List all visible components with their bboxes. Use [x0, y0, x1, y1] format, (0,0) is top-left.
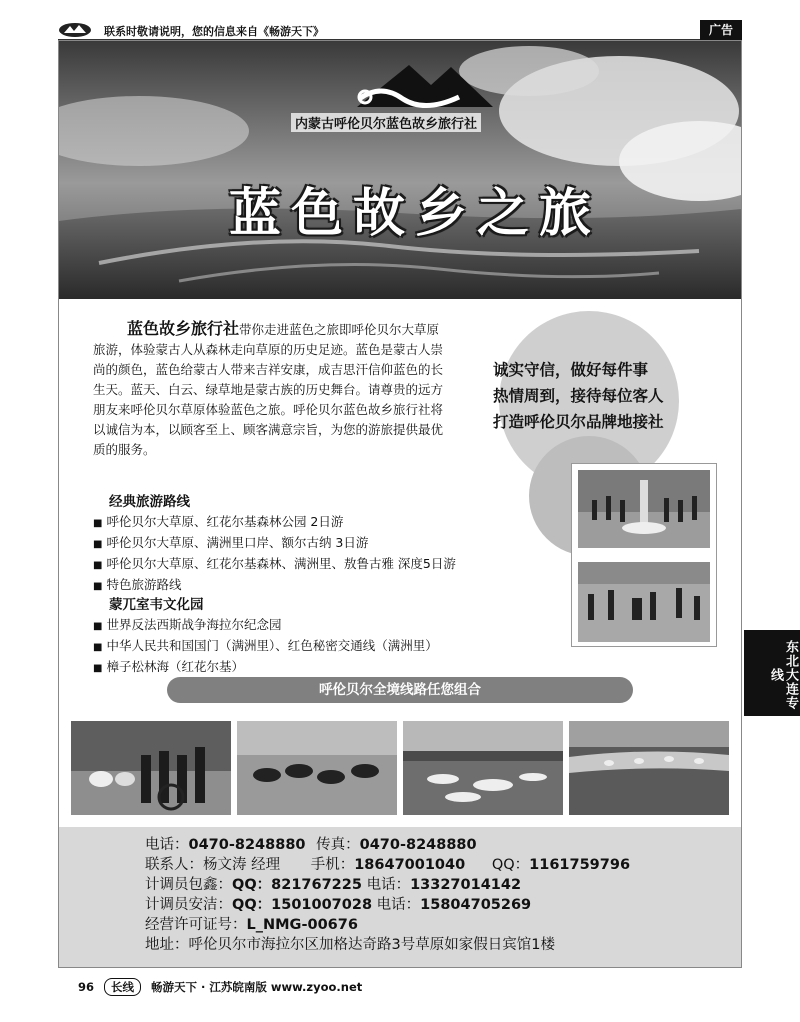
phone-line: [145, 835, 630, 855]
magazine-logo-icon: [58, 22, 92, 38]
operator1-qq[interactable]: QQ：821767225: [232, 877, 362, 893]
slogan-line: 诚实守信，做好每件事: [493, 361, 649, 379]
address-line: [145, 935, 630, 955]
operator2-line: [145, 895, 630, 915]
intro-paragraph: [93, 319, 443, 460]
section-pill: 长线: [104, 978, 141, 996]
address-text: 呼伦贝尔市海拉尔区加格达奇路3号草原如家假日宾馆1楼: [188, 937, 555, 953]
operator1-phone-label: 电话：: [366, 877, 411, 893]
mobile-number[interactable]: 18647001040: [354, 857, 466, 873]
qq-number[interactable]: 1161759796: [529, 857, 631, 873]
intro-lead: 蓝色故乡旅行社: [127, 319, 240, 338]
operator2-phone[interactable]: 15804705269: [420, 897, 532, 913]
phone-label: 电话：: [145, 837, 189, 853]
route-list: [93, 493, 563, 678]
photo-strip: [71, 721, 731, 815]
publication-info: 畅游天下 · 江苏皖南版 www.zyoo.net: [151, 980, 363, 994]
list-item: ■ 呼伦贝尔大草原、满洲里口岸、额尔古纳 3日游: [93, 533, 563, 554]
intro-body: 带你走进蓝色之旅即呼伦贝尔大草原旅游，体验蒙古人从森林走向草原的历史足迹。蓝色是蒙古人崇尚的颜色，蓝色给蒙古人带来吉祥安康，成吉思汗信仰蓝色的长生天。蓝天、白云、绿草地是蒙古族的历史舞台。请尊贵的远方朋友来呼伦贝尔草原体验蓝色之旅。呼伦贝尔蓝色故乡旅行社将以诚信为本，以顾客至上、顾客满意宗旨，为您的游旅提供最优质的服务。: [93, 322, 444, 457]
ad-tag: 广告: [700, 20, 742, 40]
slogans: [493, 357, 664, 435]
hero-banner: [59, 41, 741, 299]
contact-panel: [59, 827, 741, 967]
operator1-line: [145, 875, 630, 895]
naadam-ceremony-photo: [578, 470, 710, 548]
list-item: ■ 呼伦贝尔大草原、红花尔基森林、满洲里、敖鲁古雅 深度5日游: [93, 554, 563, 575]
operator1-label: 计调员包鑫：: [145, 877, 232, 893]
list-item: ■ 樟子松林海（红花尔基）: [93, 657, 563, 678]
address-label: 地址：: [145, 937, 189, 953]
source-notice: 联系时敬请说明，您的信息来自《畅游天下》: [104, 25, 324, 38]
grassland-landscape-image: [59, 41, 741, 299]
fax-number: 0470-8248880: [359, 837, 477, 853]
side-section-tab[interactable]: [744, 630, 800, 716]
license-number: L_NMG-00676: [246, 917, 358, 933]
phone-number[interactable]: 0470-8248880: [188, 837, 306, 853]
herdsmen-photo: [71, 721, 231, 815]
contact-name: 杨文涛 经理: [203, 857, 281, 873]
yurt-camp-photo: [403, 721, 563, 815]
qq-label: QQ：: [491, 857, 530, 873]
slogan-line: 热情周到，接待每位客人: [493, 387, 664, 405]
list-item: ■ 呼伦贝尔大草原、红花尔基森林公园 2日游: [93, 512, 563, 533]
fax-label: 传真：: [316, 837, 360, 853]
page-footer: [78, 978, 362, 996]
contact-person-line: [145, 855, 630, 875]
operator2-qq[interactable]: QQ：1501007028: [232, 897, 373, 913]
combo-banner: 呼伦贝尔全境线路任您组合: [167, 677, 633, 703]
list-item: ■ 特色旅游路线: [93, 575, 563, 596]
slogan-line: 打造呼伦贝尔品牌地接社: [493, 413, 664, 431]
license-label: 经营许可证号：: [145, 917, 247, 933]
mobile-label: 手机：: [310, 857, 355, 873]
page-number: 96: [78, 980, 95, 994]
contact-label: 联系人：: [145, 857, 203, 873]
agency-name: 内蒙古呼伦贝尔蓝色故乡旅行社: [291, 113, 481, 132]
list-item: ■ 世界反法西斯战争海拉尔纪念园: [93, 615, 563, 636]
classic-routes-heading: 经典旅游路线: [109, 494, 190, 510]
license-line: [145, 915, 630, 935]
operator1-phone[interactable]: 13327014142: [410, 877, 522, 893]
ad-frame: [58, 40, 742, 968]
photo-collage: [571, 463, 717, 647]
culture-park-heading: 蒙兀室韦文化园: [109, 597, 204, 613]
operator2-label: 计调员安洁：: [145, 897, 232, 913]
side-tab-label: 东北大连专线: [768, 640, 798, 710]
river-valley-photo: [569, 721, 729, 815]
hero-title: 蓝色故乡之旅: [229, 184, 602, 244]
list-item: ■ 中华人民共和国国门（满洲里）、红色秘密交通线（满洲里）: [93, 636, 563, 657]
header-bar: [58, 22, 742, 40]
wrestling-photo: [578, 562, 710, 642]
horses-photo: [237, 721, 397, 815]
operator2-phone-label: 电话：: [376, 897, 421, 913]
